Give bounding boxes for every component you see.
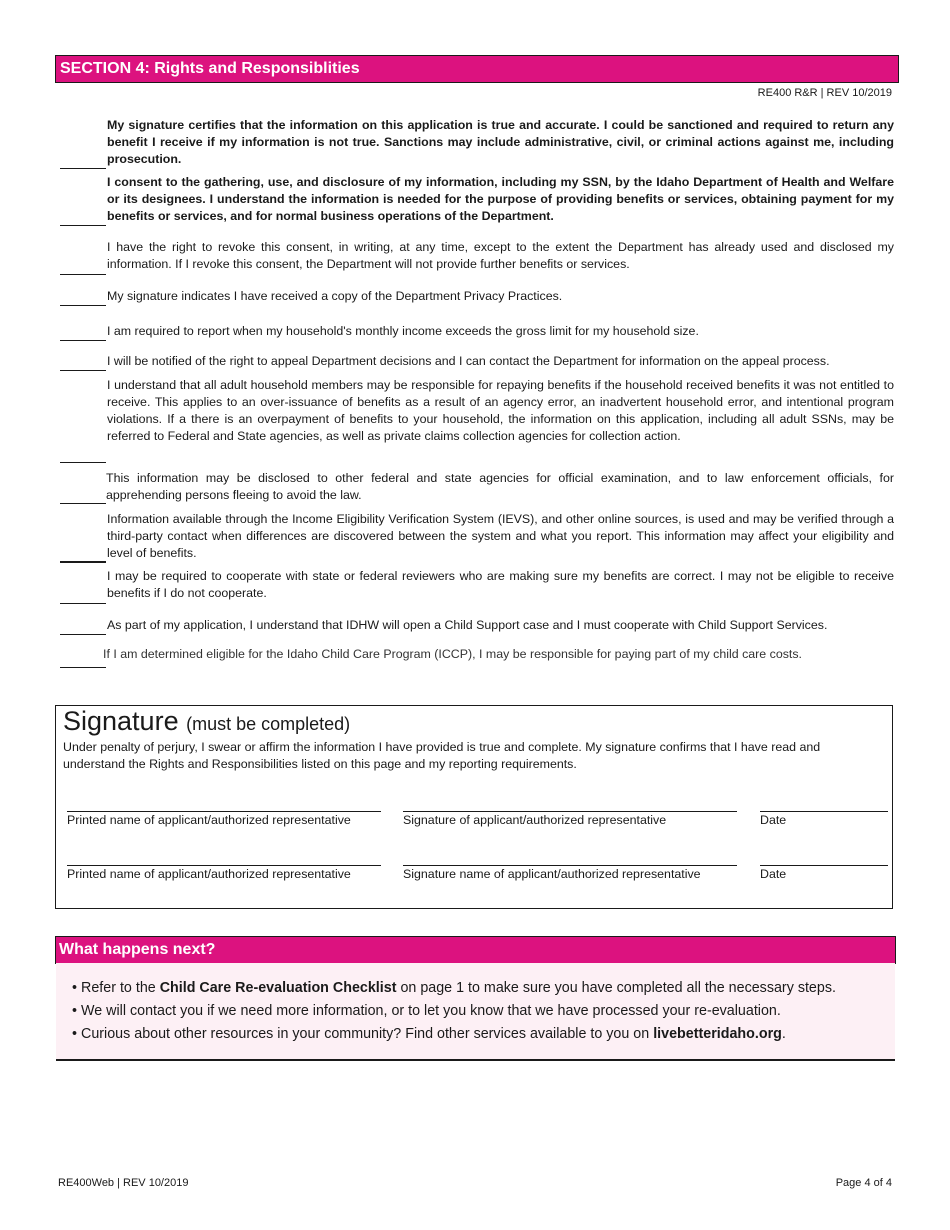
rights-item-9 [60,511,894,562]
footer-form-code: RE400Web | REV 10/2019 [58,1177,189,1189]
rights-item-8 [60,470,894,504]
printed-name-field-1[interactable]: Printed name of applicant/authorized representative [67,811,381,827]
signature-description: Under penalty of perjury, I swear or affirm the information I have provided is true and complete. My signature confirms that I have read and understand the Rights and Responsibilities listed on this page and my reporting requirements. [63,740,821,771]
initials-blank[interactable] [60,305,106,306]
signature-box [55,705,893,909]
signature-field-1[interactable]: Signature of applicant/authorized representative [403,811,737,827]
rights-text: I consent to the gathering, use, and disclosure of my information, including my SSN, by the Idaho Department of Health and Welfare or its designees. I understand the information is needed for the purpose of providing benefits or services, obtaining payment for my benefits or services, and for normal business operations of the Department. [107,175,894,223]
rights-item-6 [60,353,894,371]
initials-blank[interactable] [60,634,106,635]
date-field-2[interactable]: Date [760,865,888,881]
signature-title [63,706,350,737]
rights-text: I understand that all adult household members may be responsible for repaying benefits if the household received benefits it was not entitled to receive. This applies to an over-issuance of benefits as a result of an agency error, an inadvertent household error, and intentional program violations. If a there is an overpayment of benefits to your household, the information on this application, including all adult SSNs, may be referred to Federal and State agencies, as well as private claims collection agencies for collection action. [107,378,894,443]
rights-item-3 [60,239,894,275]
rights-text: My signature certifies that the information on this application is true and accurate. I could be sanctioned and required to return any benefit I receive if my information is not true. Sanctions may include administrative, civil, or criminal actions against me, including prosecution. [107,118,894,166]
list-item-text: Curious about other resources in your community? Find other services available to you on [81,1026,654,1042]
rights-item-10 [60,568,894,604]
initials-blank[interactable] [60,603,106,604]
rights-text: I am required to report when my household's monthly income exceeds the gross limit for my household size. [107,324,699,338]
rights-text: I have the right to revoke this consent, in writing, at any time, except to the extent the Department has already used and disclosed my information. If I revoke this consent, the Department will not provide further benefits or services. [107,240,894,271]
rights-item-12 [60,646,894,668]
bullet: • [72,980,78,996]
list-item-text: We will contact you if we need more information, or to let you know that we have processed your re-evaluation. [81,1003,781,1019]
rights-text: This information may be disclosed to other federal and state agencies for official examination, and to law enforcement officials, for apprehending persons fleeing to avoid the law. [106,471,894,502]
date-field-1[interactable]: Date [760,811,888,827]
next-steps-list [72,977,836,1046]
rights-text: If I am determined eligible for the Idaho Child Care Program (ICCP), I may be responsible for paying part of my child care costs. [103,647,803,661]
checklist-reference: Child Care Re-evaluation Checklist [159,980,397,996]
signature-subtitle: (must be completed) [186,714,351,734]
rights-text: My signature indicates I have received a copy of the Department Privacy Practices. [107,289,563,303]
rights-text: As part of my application, I understand that IDHW will open a Child Support case and I must cooperate with Child Support Services. [107,618,828,632]
page-number: Page 4 of 4 [835,1177,892,1189]
rights-item-2 [60,174,894,227]
list-item-text: . [781,1026,786,1042]
next-steps-panel [56,963,895,1061]
rights-item-11 [60,617,894,635]
initials-blank[interactable] [60,667,106,668]
list-item-text: Refer to the [81,980,160,996]
initials-blank[interactable] [60,274,106,275]
rights-text: Information available through the Income Eligibility Verification System (IEVS), and other online sources, is used and may be verified through a third-party contact when differences are discovered between the system and what you report. This information may affect your eligibility and level of benefits. [107,512,894,560]
website-link[interactable]: livebetteridaho.org [653,1026,782,1042]
initials-blank[interactable] [60,462,106,463]
next-steps-title: What happens next? [55,936,896,964]
rights-item-7 [60,377,894,463]
bullet: • [72,1026,78,1042]
list-item [72,977,836,1000]
list-item-text: on page 1 to make sure you have completed all the necessary steps. [396,980,836,996]
initials-blank[interactable] [60,370,106,371]
signature-heading: Signature [63,706,179,736]
initials-blank[interactable] [60,225,106,226]
initials-blank[interactable] [60,561,106,563]
bullet: • [72,1003,78,1019]
signature-field-2[interactable]: Signature name of applicant/authorized representative [403,865,737,881]
rights-text: I will be notified of the right to appeal Department decisions and I can contact the Department for information on the appeal process. [107,354,830,368]
initials-blank[interactable] [60,503,106,504]
rights-item-5 [60,323,894,341]
initials-blank[interactable] [60,168,106,169]
rights-item-1 [60,117,894,170]
list-item [72,1000,836,1023]
rights-text: I may be required to cooperate with state or federal reviewers who are making sure my benefits are correct. I may not be eligible to receive benefits if I do not cooperate. [107,569,894,600]
list-item [72,1023,836,1046]
rights-item-4 [60,288,894,306]
form-code: RE400 R&R | REV 10/2019 [757,87,892,99]
printed-name-field-2[interactable]: Printed name of applicant/authorized representative [67,865,381,881]
initials-blank[interactable] [60,340,106,341]
section-title: SECTION 4: Rights and Responsiblities [55,55,899,83]
